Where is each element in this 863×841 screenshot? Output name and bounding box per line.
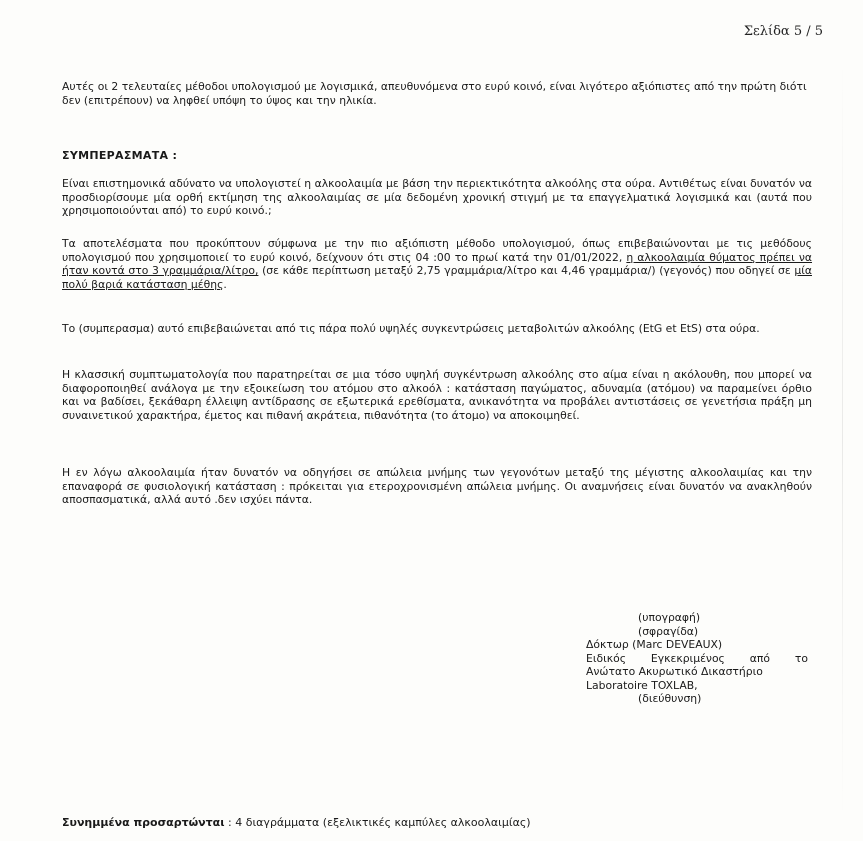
seal-note: (σφραγίδα) — [638, 624, 699, 638]
p2-text-middle: (σε κάθε περίπτωση μεταξύ 2,75 γραμμάρια/λίτρο και 4,46 γραμμάρια/) (γεγονός) που οδηγεί σε — [258, 264, 795, 277]
title-word-4: το — [794, 651, 808, 665]
doctor-title — [586, 652, 808, 666]
conclusion-paragraph-4: Η κλασσική συμπτωματολογία που παρατηρείται σε μια τόσο υψηλή συγκέντρωση αλκοόλης στο αίμα είναι η ακόλουθη, που μπορεί να διαφοροποιηθεί ανάλογα με την εξοικείωση του ατόμου στο αλκοόλ : κατάσταση παγώματος, αδυναμία (ατόμου) να παραμείνει όρθιο και να βαδίσει, ξεκάθαρη έλλειψη αντίδρασης σε εξωτερικά ερεθίσματα, ανικανότητα να προβάλει αντιστάσεις σε γενετήσια πράξη μη συναινετικού χαρακτήρα, έμετος και πιθανή ακράτεια, πιθανότητα (το άτομο) να αποκοιμηθεί. — [62, 368, 812, 422]
title-word-2: Εγκεκριμένος — [650, 651, 725, 665]
court-name: Ανώτατο Ακυρωτικό Δικαστήριο — [586, 665, 763, 678]
page-number: Σελίδα 5 / 5 — [743, 24, 823, 39]
signature-note: (υπογραφή) — [638, 611, 701, 624]
conclusion-paragraph-3: Το (συμπερασμα) αυτό επιβεβαιώνεται από τις πάρα πολύ υψηλές συγκεντρώσεις μεταβολιτών αλκοόλης (EtG et EtS) στα ούρα. — [62, 322, 760, 335]
signature-block — [586, 611, 816, 706]
attachments-text: : 4 διαγράμματα (εξελικτικές καμπύλες αλκοολαιμίας) — [224, 816, 531, 829]
scan-edge-mark — [842, 60, 843, 820]
attachments-label: Συνημμένα προσαρτώνται — [62, 816, 225, 829]
lab-name: Laboratoire TOXLAB, — [586, 678, 698, 692]
conclusion-paragraph-1: Είναι επιστημονικά αδύνατο να υπολογιστεί η αλκοολαιμία με βάση την περιεκτικότητα αλκοόλης στα ούρα. Αντιθέτως είναι δυνατόν να προσδιορίσουμε μία ορθή εκτίμηση της αλκοολαιμίας σε μία δεδομένη χρονική στιγμή με τα επαγγελματικά λογισμικά και (αυτά που χρησιμοποιούνται από) το ευρύ κοινό.; — [62, 177, 812, 217]
intro-paragraph: Αυτές οι 2 τελευταίες μέθοδοι υπολογισμού με λογισμικά, απευθυνόμενα στο ευρύ κοινό, είναι λιγότερο αξιόπιστες από την πρώτη διότι δεν (επιτρέπουν) να ληφθεί υπόψη το ύψος και την ηλικία. — [62, 80, 807, 107]
conclusion-paragraph-2 — [62, 237, 812, 291]
attachments-line — [62, 816, 531, 829]
p2-text-start: Τα αποτελέσματα που προκύπτουν σύμφωνα με την πιο αξιόπιστη μέθοδο υπολογισμού, όπως επιβεβαιώνονται με τις μεθόδους υπολογισμού που χρησιμοποιεί το ευρύ κοινό, δείχνουν ότι στις 04 :00 το πρωί κατά την 01/01/2022, — [62, 237, 812, 264]
conclusion-paragraph-5: Η εν λόγω αλκοολαιμία ήταν δυνατόν να οδηγήσει σε απώλεια μνήμης των γεγονότων μεταξύ της μέγιστης αλκοολαιμίας και την επαναφορά σε φυσιολογική κατάσταση : πρόκειται για ετεροχρονισμένη απώλεια μνήμης. Οι αναμνήσεις είναι δυνατόν να ανακληθούν αποσπασματικά, αλλά αυτό .δεν ισχύει πάντα. — [62, 466, 812, 506]
title-word-3: από — [749, 651, 770, 665]
p2-text-end: . — [223, 277, 227, 291]
doctor-name: Δόκτωρ (Marc DEVEAUX) — [586, 638, 723, 651]
conclusions-heading: ΣΥΜΠΕΡΑΣΜΑΤΑ : — [62, 149, 178, 162]
title-word-1: Ειδικός — [586, 651, 627, 665]
role-note: (διεύθυνση) — [638, 692, 702, 705]
p2-underlined-bac: η αλκοολαιμία θύματος πρέπει να ήταν κοντά στο 3 γραμμάρια/λίτρο, — [62, 250, 813, 277]
p2-underlined-state: μία πολύ βαριά κατάσταση μέθης — [62, 264, 812, 291]
